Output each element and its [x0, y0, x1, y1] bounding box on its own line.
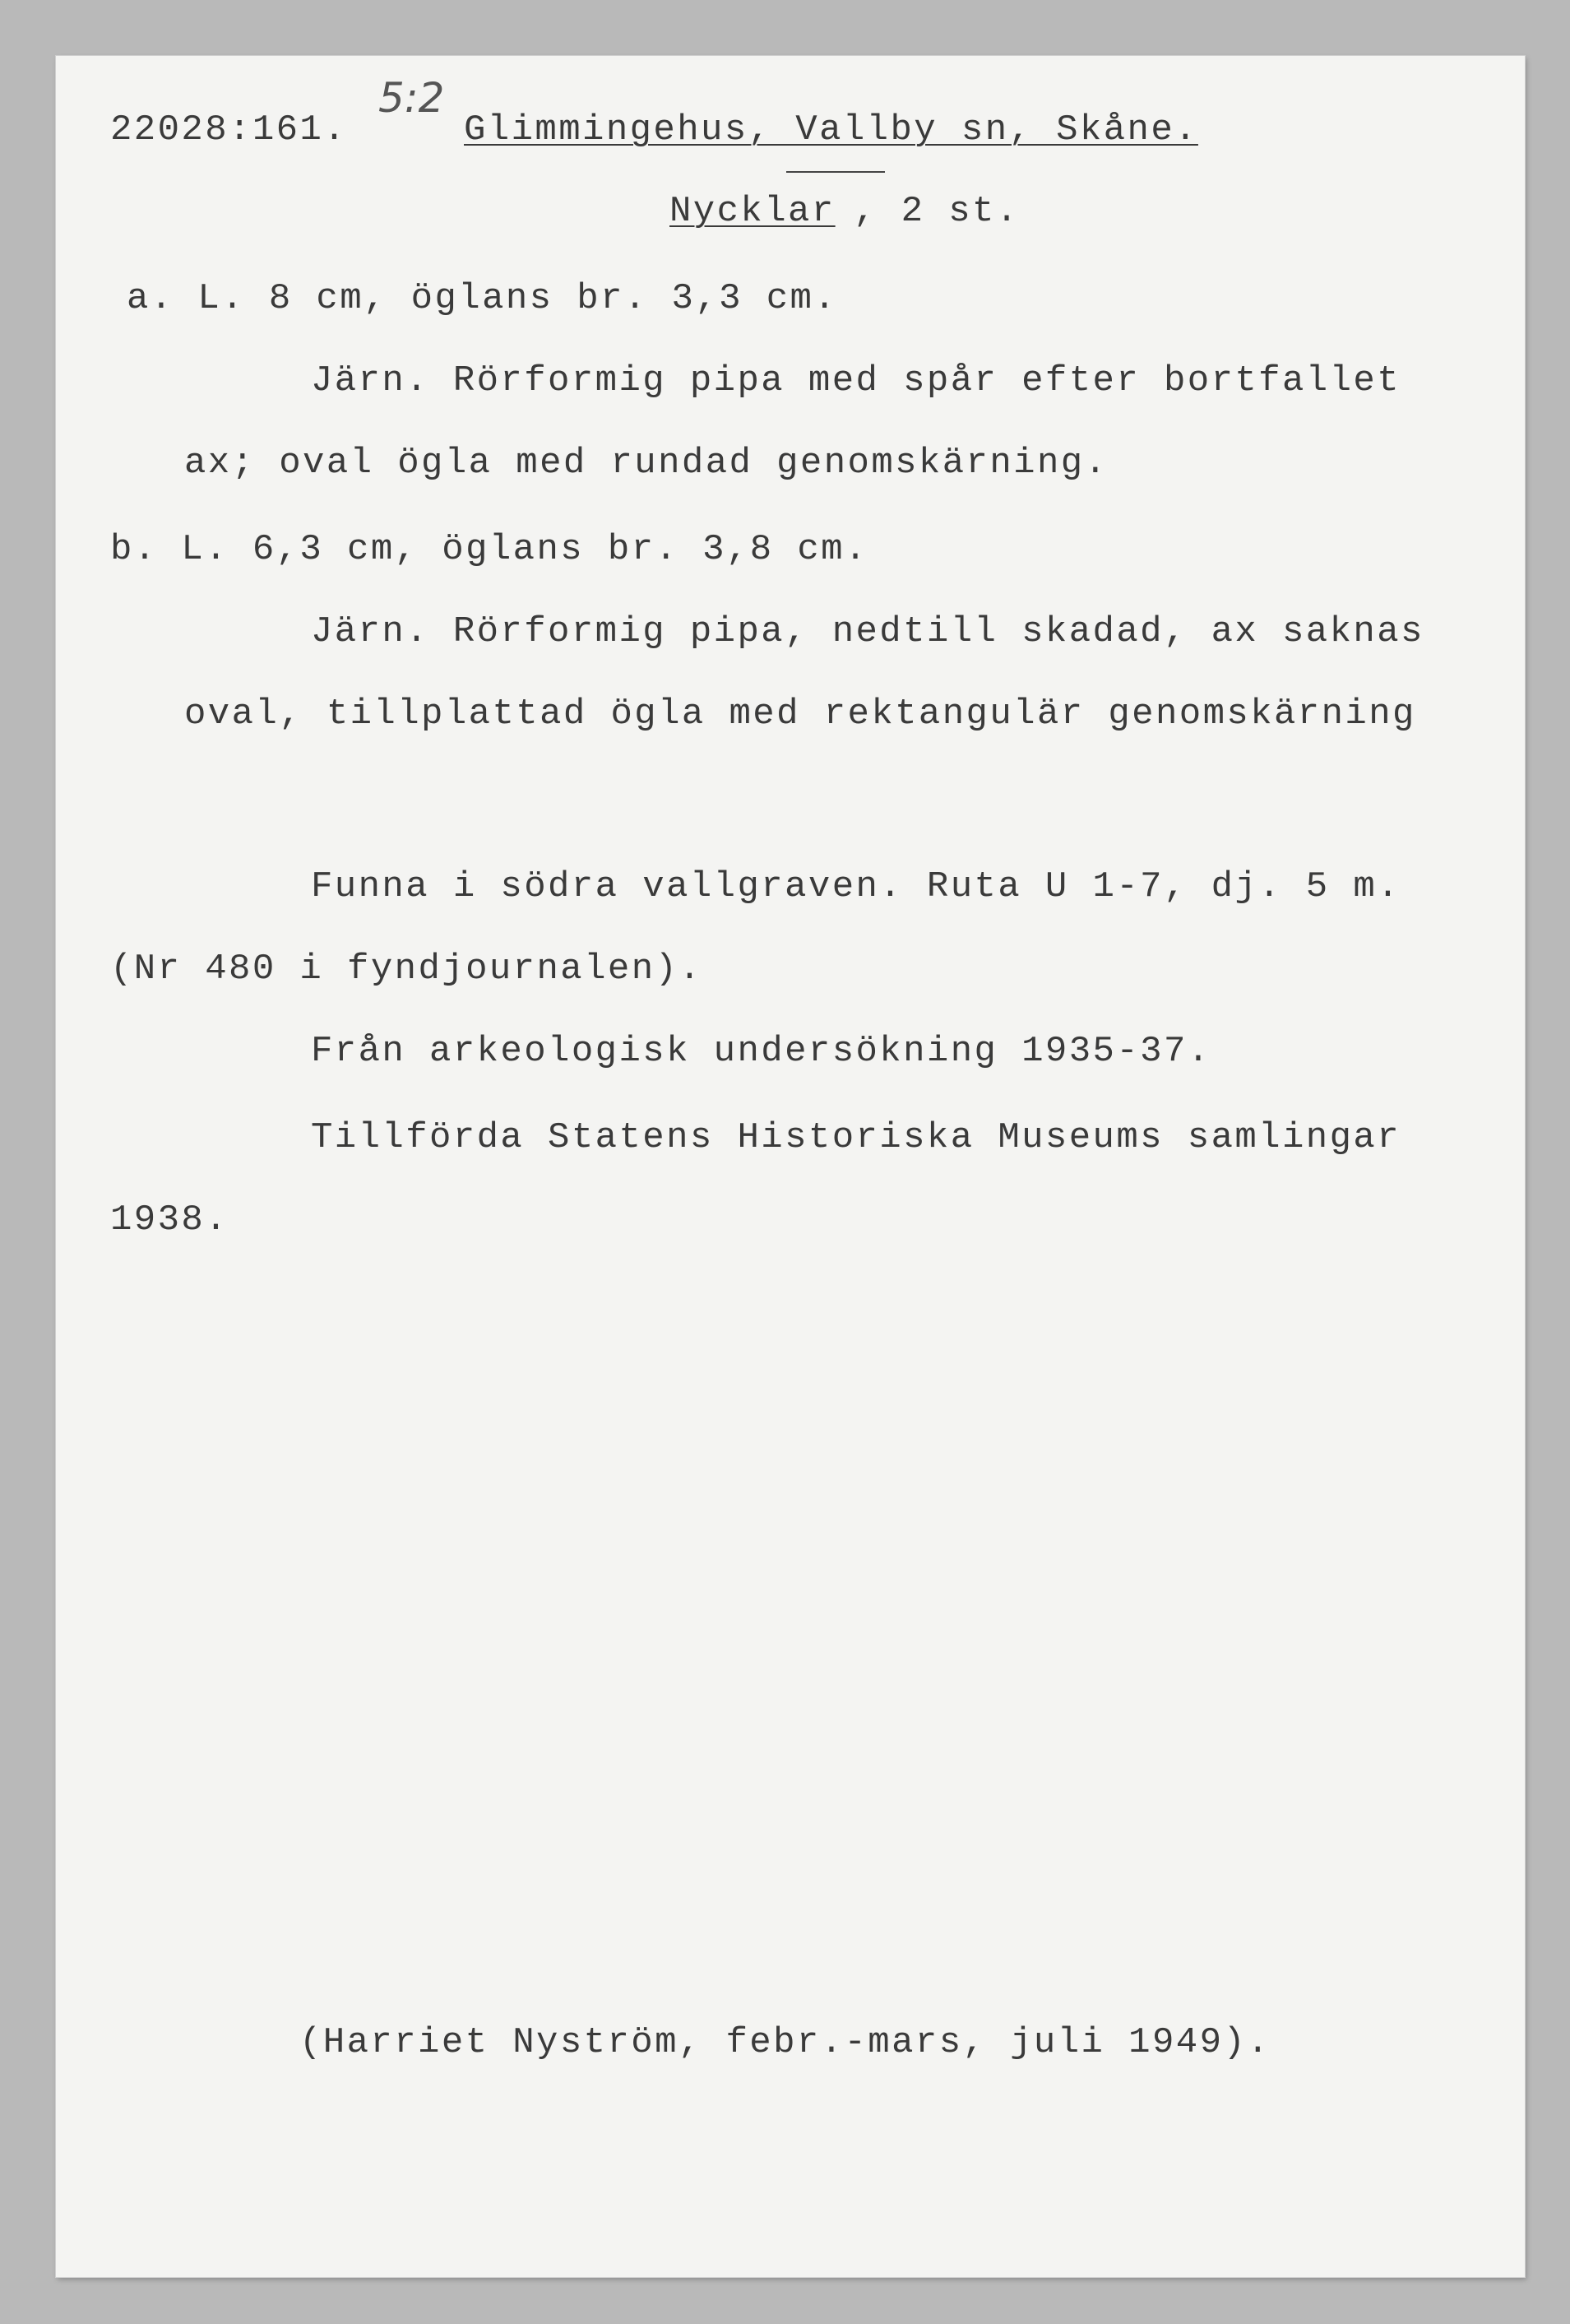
location-title: Glimmingehus, Vallby sn, Skåne.: [464, 109, 1198, 151]
item-a-dimensions: a. L. 8 cm, öglans br. 3,3 cm.: [127, 278, 838, 319]
catalog-card: [56, 56, 1525, 2277]
item-a-description-2: ax; oval ögla med rundad genomskärning.: [184, 443, 1109, 484]
item-b-description-2: oval, tillplattad ögla med rektangulär genomskärning: [184, 693, 1416, 735]
museum-note-2: 1938.: [110, 1199, 229, 1241]
handwritten-note: 5:2: [378, 74, 445, 122]
origin-note: Från arkeologisk undersökning 1935-37.: [311, 1031, 1211, 1072]
item-a-description-1: Järn. Rörformig pipa med spår efter bortfallet: [311, 360, 1401, 401]
item-b-dimensions: b. L. 6,3 cm, öglans br. 3,8 cm.: [110, 529, 868, 570]
short-rule: [786, 171, 885, 173]
find-location-1: Funna i södra vallgraven. Ruta U 1-7, dj. 5 m.: [311, 866, 1401, 907]
find-location-2: (Nr 480 i fyndjournalen).: [110, 949, 703, 990]
author-note: (Harriet Nyström, febr.-mars, juli 1949).: [299, 2022, 1271, 2063]
item-b-description-1: Järn. Rörformig pipa, nedtill skadad, ax saknas: [311, 611, 1424, 652]
object-count: , 2 st.: [854, 191, 1020, 232]
catalog-number: 22028:161.: [110, 109, 348, 151]
object-name: Nycklar: [669, 191, 836, 232]
museum-note-1: Tillförda Statens Historiska Museums samlingar: [311, 1117, 1401, 1158]
